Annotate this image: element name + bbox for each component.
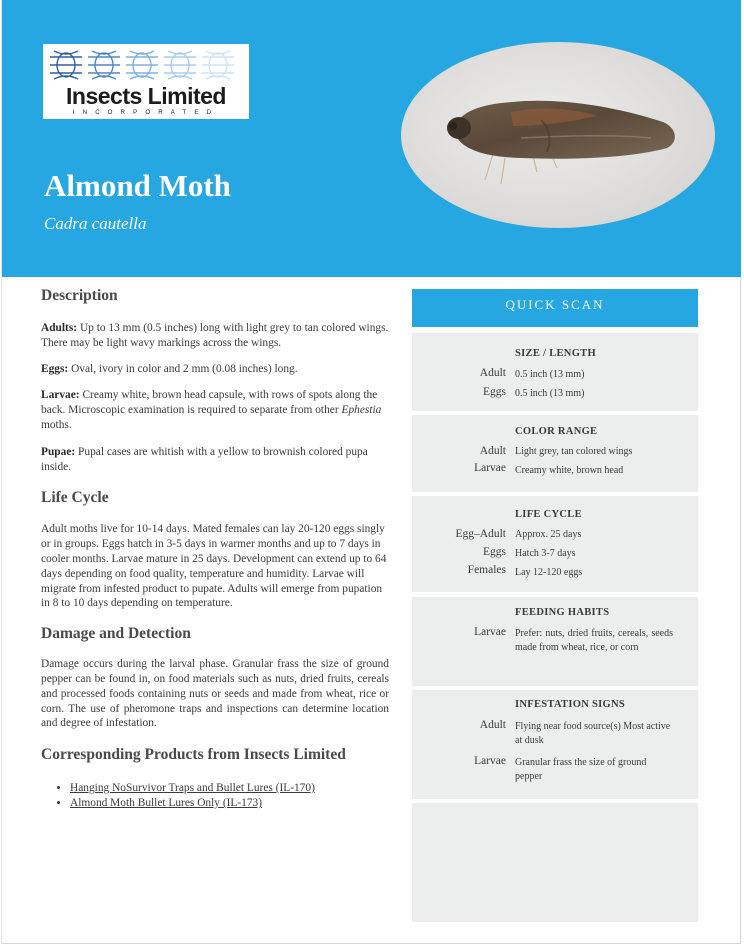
product-link-il173[interactable]: Almond Moth Bullet Lures Only (IL-173) xyxy=(70,797,263,810)
eggs-text: Oval, ivory in color and 2 mm (0.08 inches) long. xyxy=(68,362,298,375)
damage-heading: Damage and Detection xyxy=(41,625,191,643)
eggs-label: Eggs: xyxy=(41,362,69,375)
qs-life-section xyxy=(412,496,698,592)
qs-label: Larvae xyxy=(474,626,506,638)
qs-label: Eggs xyxy=(483,546,506,558)
scientific-name: Cadra cautella xyxy=(44,214,147,233)
pupae-label: Pupae: xyxy=(41,445,76,458)
qs-value: Flying near food source(s) Most active at dusk xyxy=(515,721,671,746)
qs-empty-section xyxy=(412,803,698,922)
qs-value: Light grey, tan colored wings xyxy=(515,446,633,457)
description-heading: Description xyxy=(41,287,118,304)
qs-value: 0.5 inch (13 mm) xyxy=(515,369,585,380)
qs-value: Creamy white, brown head xyxy=(515,465,624,476)
main-content xyxy=(41,286,389,811)
qs-value: Hatch 3-7 days xyxy=(515,548,576,559)
larvae-text: Creamy white, brown head capsule, with rows of spots along the back. Microscopic examination is required to separate from other xyxy=(41,389,378,417)
moth-photo xyxy=(401,42,715,228)
qs-label: Larvae xyxy=(474,462,506,474)
qs-value: Prefer: nuts, dried fruits, cereals, seeds made from wheat, rice, or corn xyxy=(515,628,673,653)
qs-label: Adult xyxy=(479,445,506,457)
pupae-paragraph xyxy=(41,445,389,475)
logo-subtitle: INCORPORATED xyxy=(72,110,220,116)
insects-limited-logo xyxy=(43,44,249,119)
qs-size-section xyxy=(412,333,698,411)
adults-label: Adults: xyxy=(41,322,78,334)
life-cycle-heading: Life Cycle xyxy=(41,489,109,507)
eggs-paragraph xyxy=(41,362,389,377)
qs-label: Egg–Adult xyxy=(455,528,506,540)
qs-section-title: SIZE / LENGTH xyxy=(515,348,596,359)
page-title: Almond Moth xyxy=(44,168,231,203)
header-banner xyxy=(2,0,741,277)
larvae-paragraph xyxy=(41,388,385,432)
qs-value: Approx. 25 days xyxy=(515,529,582,540)
adults-text: Up to 13 mm (0.5 inches) long with light grey to tan colored wings. There may be light wavy markings across the wings. xyxy=(41,322,389,349)
life-cycle-text: Adult moths live for 10-14 days. Mated females can lay 20-120 eggs singly or in groups. Eggs hatch in 3-5 days in warmer months and up to 7 days in cooler months. Larvae mature in 25 days. Development can extend up to 64 days depending on food quality, temperature and humidity. Larvae will migrate from infested product to pupate. Adults will emerge from pupation in 8 to 10 days depending on temperature. xyxy=(41,523,387,610)
qs-value: Lay 12-120 eggs xyxy=(515,567,583,578)
qs-value: 0.5 inch (13 mm) xyxy=(515,388,585,399)
products-list xyxy=(41,781,389,811)
qs-section-title: COLOR RANGE xyxy=(515,426,598,437)
product-link-il170[interactable]: Hanging NoSurvivor Traps and Bullet Lures (IL-170) xyxy=(70,782,315,795)
larvae-end: moths. xyxy=(41,418,72,431)
larvae-label: Larvae: xyxy=(41,389,80,402)
quick-scan-header: QUICK SCAN xyxy=(412,289,698,327)
list-item xyxy=(70,796,389,811)
qs-section-title: INFESTATION SIGNS xyxy=(515,699,626,710)
adults-paragraph xyxy=(41,321,389,351)
qs-color-section xyxy=(412,415,698,492)
logo-wordmark: Insects Limited xyxy=(66,83,226,109)
qs-label: Adult xyxy=(479,367,506,379)
moth-icon xyxy=(401,42,715,228)
qs-feeding-section xyxy=(412,597,698,686)
larvae-genus: Ephestia xyxy=(341,404,382,417)
list-item xyxy=(70,781,389,796)
qs-label: Adult xyxy=(479,719,506,731)
qs-label: Eggs xyxy=(483,386,506,398)
qs-label: Larvae xyxy=(474,755,506,767)
qs-infestation-section xyxy=(412,690,698,799)
qs-section-title: FEEDING HABITS xyxy=(515,607,610,618)
qs-value: Granular frass the size of ground pepper xyxy=(515,757,647,782)
products-heading: Corresponding Products from Insects Limited xyxy=(41,746,346,764)
damage-text: Damage occurs during the larval phase. Granular frass the size of ground pepper can be found in, on food materials such as nuts, dried fruits, cereals and processed foods containing nuts or seeds and made from wheat, rice or corn. The use of pheromone traps and inspections can determine location and degree of infestation. xyxy=(41,658,389,730)
pupae-text: Pupal cases are whitish with a yellow to brownish colored pupa inside. xyxy=(41,445,368,473)
qs-section-title: LIFE CYCLE xyxy=(515,509,582,520)
beetle-logo-icon xyxy=(46,49,246,81)
qs-label: Females xyxy=(467,564,506,576)
